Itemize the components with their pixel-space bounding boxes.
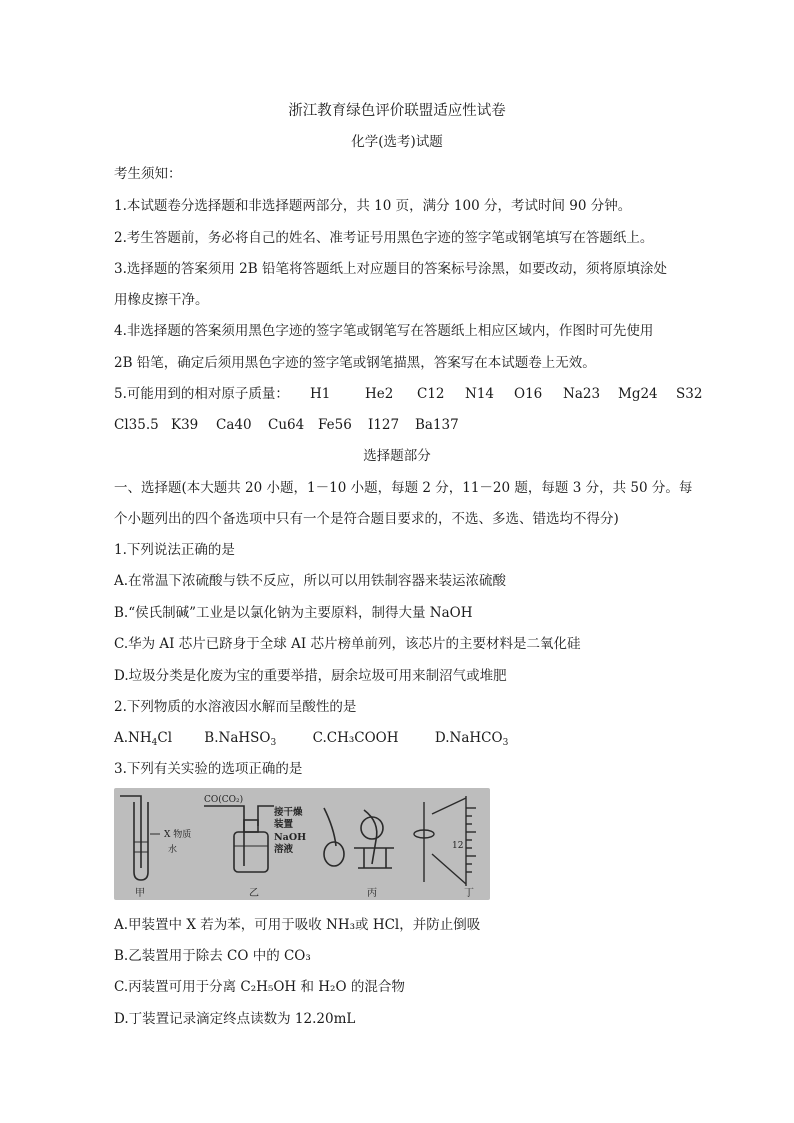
atomic-mass-item: C12 xyxy=(417,386,445,402)
apparatus-bing xyxy=(324,808,394,868)
atomic-mass-item: He2 xyxy=(365,386,394,402)
atomic-mass-item: Mg24 xyxy=(618,386,658,402)
atomic-mass-item: Ba137 xyxy=(415,417,459,433)
atomic-mass-item: Na23 xyxy=(563,386,601,402)
notice-heading: 考生须知： xyxy=(114,166,182,182)
q3-stem: 3.下列有关实验的选项正确的是 xyxy=(114,761,303,777)
section-title: 选择题部分 xyxy=(363,448,431,464)
notice-item-4: 4.非选择题的答案须用黑色字迹的签字笔或钢笔写在答题纸上相应区域内，作图时可先使用 xyxy=(114,323,654,339)
yi-naoh-label: NaOH xyxy=(274,832,307,843)
atomic-mass-intro: 5.可能用到的相对原子质量： xyxy=(114,386,289,402)
q2-option-d: D.NaHCO$_3$ xyxy=(434,730,509,748)
q3-option-b: B.乙装置用于除去 CO 中的 CO₃ xyxy=(114,948,311,964)
q2-options xyxy=(114,729,508,747)
exam-title: 浙江教育绿色评价联盟适应性试卷 xyxy=(288,103,506,119)
q2-option-c: C.CH₃COOH xyxy=(312,730,399,746)
yi-gas-label: CO(CO₂) xyxy=(204,795,244,805)
atomic-mass-row-2 xyxy=(114,416,459,434)
yi-solution-label: 溶液 xyxy=(274,844,294,855)
label-yi: 乙 xyxy=(249,888,259,899)
apparatus-drawing xyxy=(114,788,490,900)
q1-option-d: D.垃圾分类是化废为宝的重要举措，厨余垃圾可用来制沼气或堆肥 xyxy=(114,668,507,684)
q1-option-c: C.华为 AI 芯片已跻身于全球 AI 芯片榜单前列，该芯片的主要材料是二氧化硅 xyxy=(114,636,581,652)
atomic-mass-item: Cl35.5 xyxy=(114,417,159,433)
q3-option-d: D.丁装置记录滴定终点读数为 12.20mL xyxy=(114,1011,356,1027)
notice-item-3-cont: 用橡皮擦干净。 xyxy=(114,292,209,308)
atomic-mass-item: Fe56 xyxy=(318,417,352,433)
notice-item-2: 2.考生答题前，务必将自己的姓名、准考证号用黑色字迹的签字笔或钢笔填写在答题纸上。 xyxy=(114,230,654,246)
ding-scale-label: 12 xyxy=(452,841,464,851)
atomic-mass-item: I127 xyxy=(368,417,400,433)
q2-option-b: B.NaHSO$_3$ xyxy=(204,730,277,748)
apparatus-ding xyxy=(414,796,476,886)
yi-dryer-label-2: 装置 xyxy=(274,819,294,830)
atomic-mass-item: K39 xyxy=(171,417,199,433)
q2-stem: 2.下列物质的水溶液因水解而呈酸性的是 xyxy=(114,699,357,715)
q3-option-a: A.甲装置中 X 若为苯，可用于吸收 NH₃或 HCl，并防止倒吸 xyxy=(114,917,481,933)
notice-item-1: 1.本试题卷分选择题和非选择题两部分，共 10 页，满分 100 分，考试时间 90 分钟。 xyxy=(114,198,632,214)
section-intro-cont: 个小题列出的四个备选项中只有一个是符合题目要求的，不选、多选、错选均不得分) xyxy=(114,511,619,527)
apparatus-figure xyxy=(114,788,490,900)
label-ding: 丁 xyxy=(464,888,474,899)
jia-x-label: X 物质 xyxy=(164,830,192,840)
atomic-mass-item: Cu64 xyxy=(268,417,305,433)
section-intro: 一、选择题(本大题共 20 小题，1－10 小题，每题 2 分，11－20 题，每题 3 分，共 50 分。每 xyxy=(114,480,693,496)
q1-option-a: A.在常温下浓硫酸与铁不反应，所以可以用铁制容器来装运浓硫酸 xyxy=(114,573,507,589)
notice-item-4-cont: 2B 铅笔，确定后须用黑色字迹的签字笔或钢笔描黑，答案写在本试题卷上无效。 xyxy=(114,355,596,371)
jia-water-label: 水 xyxy=(168,845,178,855)
notice-item-3: 3.选择题的答案须用 2B 铅笔将答题纸上对应题目的答案标号涂黑，如要改动，须将原填涂处 xyxy=(114,261,667,277)
atomic-mass-row-1 xyxy=(114,385,702,403)
q1-stem: 1.下列说法正确的是 xyxy=(114,542,235,558)
yi-dryer-label: 接干燥 xyxy=(274,807,303,818)
atomic-mass-item: H1 xyxy=(310,386,331,402)
apparatus-yi xyxy=(204,806,274,872)
label-jia: 甲 xyxy=(135,888,145,899)
atomic-mass-item: S32 xyxy=(676,386,703,402)
apparatus-jia xyxy=(120,796,160,880)
atomic-mass-item: Ca40 xyxy=(216,417,252,433)
exam-subtitle: 化学(选考)试题 xyxy=(351,134,443,150)
label-bing: 丙 xyxy=(367,888,377,899)
q3-option-c: C.丙装置可用于分离 C₂H₅OH 和 H₂O 的混合物 xyxy=(114,979,405,995)
q2-option-a: $A.NH_4Cl$ xyxy=(114,730,173,748)
atomic-mass-item: O16 xyxy=(514,386,543,402)
atomic-mass-item: N14 xyxy=(465,386,494,402)
q1-option-b: B.“侯氏制碱”工业是以氯化钠为主要原料，制得大量 NaOH xyxy=(114,605,473,621)
